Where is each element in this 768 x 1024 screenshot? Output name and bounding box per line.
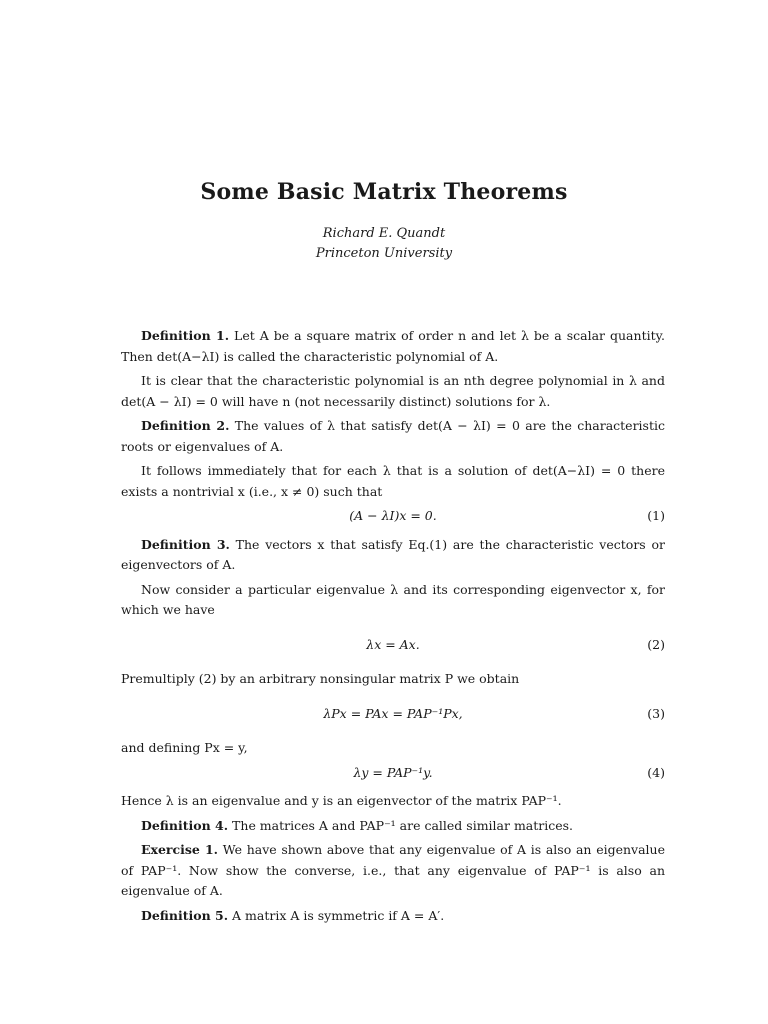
- paragraph-5: and defining Px = y,: [121, 740, 248, 755]
- exercise-1: [121, 840, 665, 902]
- equation-2-body: λx = Ax.: [366, 636, 420, 652]
- definition-5: [121, 906, 665, 927]
- definition-3: [121, 535, 665, 576]
- equation-4-number: (4): [647, 764, 665, 780]
- paragraph-6: Hence λ is an eigenvalue and y is an eigenvector of the matrix PAP⁻¹.: [121, 793, 562, 808]
- paragraph-2: It follows immediately that for each λ that is a solution of det(A−λI) = 0 there exists a nontrivial x (i.e., x ≠ 0) such that: [121, 463, 665, 499]
- paragraph-1: It is clear that the characteristic polynomial is an nth degree polynomial in λ and det(A − λI) = 0 will have n (not necessarily distinct) solutions for λ.: [121, 373, 665, 409]
- definition-2: [121, 416, 665, 457]
- definition-1-label: Definition 1.: [141, 328, 230, 343]
- definition-4: [121, 816, 665, 837]
- definition-3-text: The vectors x that satisfy Eq.(1) are the characteristic vectors or eigenvectors of A.: [121, 536, 665, 572]
- equation-1-body: (A − λI)x = 0.: [349, 508, 437, 523]
- definition-1: [121, 326, 665, 367]
- definition-1-text: Let A be a square matrix of order n and let λ be a scalar quantity. Then det(A−λI) is called the characteristic polynomial of A.: [121, 328, 665, 364]
- definition-3-label: Definition 3.: [141, 536, 230, 552]
- equation-3-body: λPx = PAx = PAP⁻¹Px,: [323, 705, 463, 721]
- paper-body: [121, 326, 665, 930]
- equation-4-body: λy = PAP⁻¹y.: [353, 764, 433, 780]
- equation-1: [121, 506, 665, 527]
- exercise-1-label: Exercise 1.: [141, 842, 219, 857]
- definition-5-label: Definition 5.: [141, 907, 229, 923]
- definition-2-label: Definition 2.: [141, 418, 230, 433]
- paper-title: Some Basic Matrix Theorems: [200, 179, 568, 205]
- equation-1-number: (1): [647, 508, 665, 523]
- definition-5-text: A matrix A is symmetric if A = A′.: [228, 907, 445, 923]
- equation-2: [121, 635, 665, 656]
- definition-4-label: Definition 4.: [141, 817, 229, 833]
- exercise-1-text: We have shown above that any eigenvalue of A is also an eigenvalue of PAP⁻¹. Now show the converse, i.e., that any eigenvalue of PAP⁻¹ is also an eigenvalue of A.: [121, 842, 665, 898]
- author-affiliation: Princeton University: [315, 246, 453, 261]
- definition-4-text: The matrices A and PAP⁻¹ are called similar matrices.: [228, 817, 574, 833]
- equation-4: [121, 763, 665, 784]
- paragraph-3: Now consider a particular eigenvalue λ and its corresponding eigenvector x, for which we have: [121, 581, 665, 617]
- equation-3: [121, 704, 665, 725]
- author-name: Richard E. Quandt: [322, 226, 446, 241]
- definition-2-text: The values of λ that satisfy det(A − λI) = 0 are the characteristic roots or eigenvalues of A.: [121, 418, 665, 454]
- paragraph-4: Premultiply (2) by an arbitrary nonsingular matrix P we obtain: [121, 671, 520, 686]
- equation-3-number: (3): [647, 705, 665, 721]
- equation-2-number: (2): [647, 636, 665, 652]
